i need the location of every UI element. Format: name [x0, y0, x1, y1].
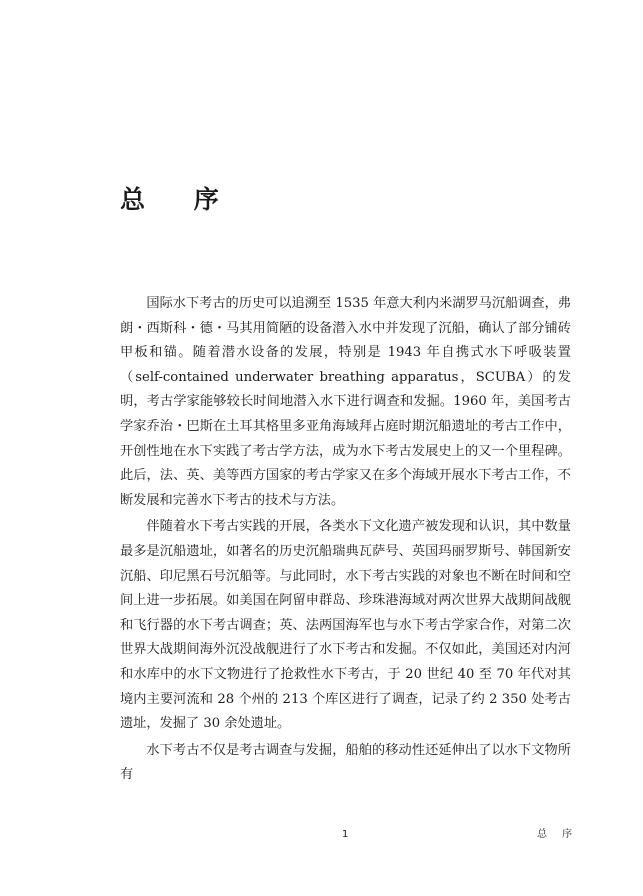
page-title: 总 序 — [120, 185, 239, 214]
body-text — [120, 292, 571, 788]
page-footer — [0, 826, 643, 844]
paragraph: 国际水下考古的历史可以追溯至 1535 年意大利内米湖罗马沉船调查，弗朗・西斯科・德・马其用简陋的设备潜入水中并发现了沉船，确认了部分铺砖甲板和锚。随着潜水设备的发展，特别是 1943 年自携式水下呼吸装置（self-contained underwater breathing apparatus，SCUBA）的发明，考古学家能够较长时间地潜入水下进行调查和发掘。1960 年，美国考古学家乔治・巴斯在土耳其格里多亚角海域拜占庭时期沉船遗址的考古工作中，开创性地在水下实践了考古学方法，成为水下考古发展史上的又一个里程碑。此后，法、英、美等西方国家的考古学家又在多个海域开展水下考古工作，不断发展和完善水下考古的技术与方法。 — [120, 296, 571, 508]
page-number: 1 — [342, 829, 349, 840]
running-head: 总 序 — [537, 829, 579, 840]
paragraph: 水下考古不仅是考古调查与发掘，船舶的移动性还延伸出了以水下文物所有 — [120, 742, 571, 783]
paragraph: 伴随着水下考古实践的开展，各类水下文化遗产被发现和认识，其中数量最多是沉船遗址，如著名的历史沉船瑞典瓦萨号、英国玛丽罗斯号、韩国新安沉船、印尼黑石号沉船等。与此同时，水下考古实践的对象也不断在时间和空间上进一步拓展。如美国在阿留申群岛、珍珠港海域对两次世界大战期间战舰和飞行器的水下考古调查；英、法两国海军也与水下考古学家合作，对第二次世界大战期间海外沉没战舰进行了水下考古和发掘。不仅如此，美国还对内河和水库中的水下文物进行了抢救性水下考古，于 20 世纪 40 至 70 年代对其境内主要河流和 28 个州的 213 个库区进行了调查，记录了约 2 350 处考古遗址，发掘了 30 余处遗址。 — [120, 519, 571, 732]
